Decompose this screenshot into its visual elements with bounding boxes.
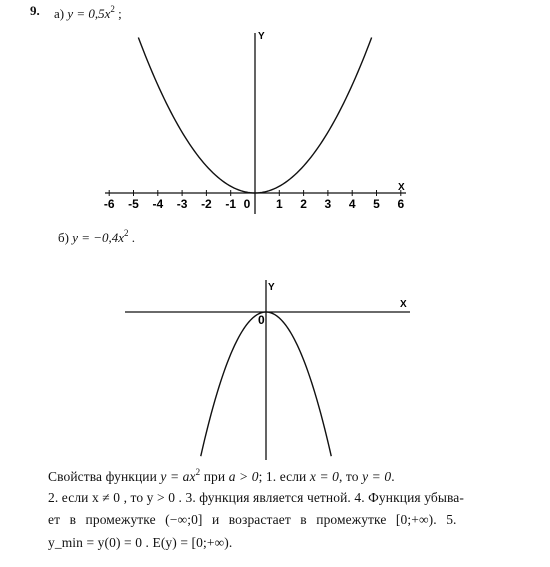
y-axis-label-1: Y [258,31,265,42]
part-b-tail: . [131,230,136,245]
x-tick-label: -3 [176,197,188,211]
x-tick-label: -4 [152,197,164,211]
x-tick-label: -1 [225,197,237,211]
properties-exponent: 2 [195,467,201,477]
properties-period: . [391,469,395,484]
chart-parabola-down [125,280,410,460]
properties-condition: a > 0 [228,469,259,484]
properties-item-1: ; 1. если [258,469,307,484]
properties-condition-y: y = 0 [362,469,392,484]
part-a-tail: ; [118,6,122,21]
properties-formula: y = ax [160,469,196,484]
properties-intro: Свойства функции [48,469,157,484]
properties-condition-x: x = 0 [309,469,339,484]
x-axis-label-2: X [400,299,407,310]
properties-line-3: ет в промежутке (−∞;0] и возрастает в промежутке [0;+∞). 5. [48,512,457,527]
part-a-label: а) [54,6,65,21]
x-tick-label: 5 [373,197,380,211]
part-a-exponent: 2 [110,4,115,14]
part-a-formula: y = 0,5x [67,6,111,21]
x-tick-label: 1 [275,197,283,211]
x-tick-label: 2 [300,197,307,211]
problem-number: 9. [30,3,40,18]
properties-when: при [203,469,226,484]
properties-line-1 [48,467,395,485]
x-axis-label-1: X [398,182,405,193]
x-tick-label: 3 [324,197,332,211]
part-b-label: б) [58,230,69,245]
x-tick-label: 0 [243,197,251,211]
x-tick-label: -6 [103,197,115,211]
properties-line-4: y_min = y(0) = 0 . E(y) = [0;+∞). [48,535,233,550]
properties-line-2: 2. если x ≠ 0 , то y > 0 . 3. функция является четной. 4. Функция убыва- [48,490,464,505]
x-tick-label: -5 [128,197,139,211]
x-tick-label: 4 [348,197,356,211]
part-b-exponent: 2 [124,228,129,238]
origin-label-2: 0 [258,313,265,327]
x-tick-label: -2 [201,197,212,211]
x-tick-label: 6 [397,197,405,211]
y-axis-label-2: Y [268,282,275,293]
chart-parabola-up [104,31,406,214]
properties-then: , то [338,469,359,484]
part-b-formula: y = −0,4x [72,230,125,245]
